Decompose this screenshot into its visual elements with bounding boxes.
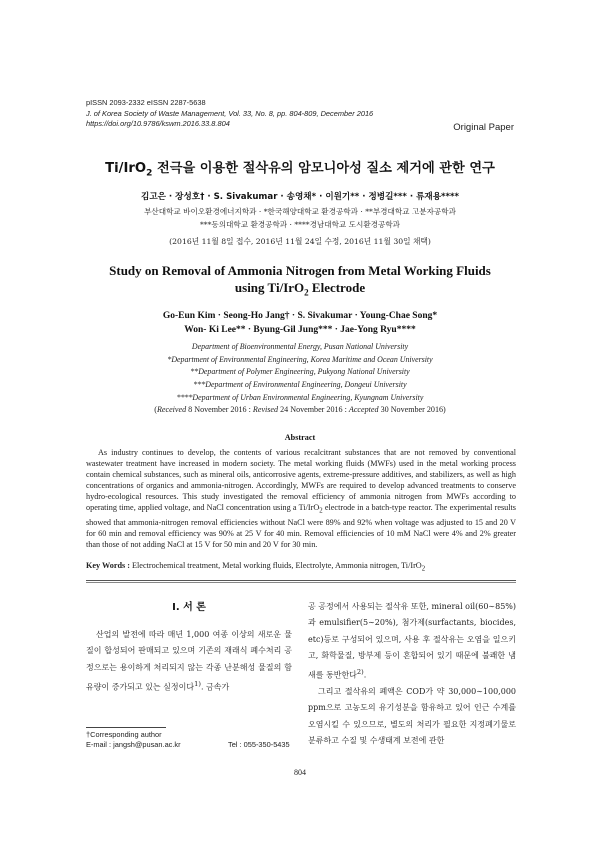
received-date: 8 November 2016 (186, 405, 247, 414)
intro-paragraph-1-cont (308, 599, 516, 684)
english-affiliation-line: ***Department of Environmental Engineering, Dongeui University (193, 380, 407, 390)
english-title-line1: Study on Removal of Ammonia Nitrogen from Metal Working Fluids (109, 263, 491, 278)
korean-title-sub: 2 (146, 168, 153, 179)
korean-title (0, 157, 600, 179)
korean-authors: 김고은 · 장성호† · S. Sivakumar · 송영채* · 이원기** · 정병길*** · 류재용**** (141, 192, 459, 202)
korean-title-post: 전극을 이용한 절삭유의 암모니아성 질소 제거에 관한 연구 (152, 161, 495, 176)
section-divider (86, 580, 516, 581)
corresponding-tel: Tel : 055-350-5435 (228, 740, 290, 749)
english-affiliation-line: *Department of Environmental Engineering, Korea Maritime and Ocean University (167, 354, 433, 364)
english-affiliation-line: ****Department of Urban Environmental Engineering, Kyungnam University (176, 392, 424, 402)
abstract-text-sub: 2 (319, 508, 323, 516)
intro-paragraph-1: 산업의 발전에 따라 매년 1,000 여종 이상의 새로운 물질이 합성되어 판매되고 있으며 기존의 재래식 폐수처리 공정으로는 용이하게 처리되지 않는 각종 난분해성 물질의 함유량이 증가되고 있는 실정이다 (86, 630, 292, 692)
revised-date: 24 November 2016 (278, 405, 343, 414)
article-type: Original Paper (453, 122, 514, 133)
english-author-line: Won- Ki Lee** · Byung-Gil Jung*** · Jae-Yong Ryu**** (184, 325, 416, 335)
english-affiliations (0, 341, 600, 405)
abstract-body (86, 447, 516, 550)
english-title-line2 (0, 279, 600, 302)
english-received-dates: (Received 8 November 2016 : Revised 24 November 2016 : Accepted 30 November 2016) (154, 405, 446, 414)
received-label: Received (156, 405, 187, 414)
intro-paragraph-1-end: . 금속가 (200, 682, 230, 692)
english-affiliation-line: Department of Bioenvironmental Energy, Pusan National University (191, 342, 409, 351)
korean-affiliation-line: ***동의대학교 환경공학과 · ****경남대학교 도시환경공학과 (199, 219, 401, 229)
english-affiliation-line: **Department of Polymer Engineering, Pukyong National University (190, 367, 410, 377)
intro-text: 공 공정에서 사용되는 절삭유 또한, mineral oil(60∼85%)과 emulsifier(5∼20%), 첨가제(surfactants, biocides, etc)등로 구성되어 있으며, 사용 후 절삭유는 오염을 일으키고, 화학물질, 방부제 등이 혼합되어 있기 때문에 불쾌한 냄새를 동반한다 (308, 602, 517, 680)
english-title-line2-sub: 2 (304, 287, 309, 298)
intro-text-end: . (363, 670, 367, 680)
footnote-rule (86, 727, 166, 728)
journal-citation: J. of Korea Society of Waste Management, Vol. 33, No. 8, pp. 804-809, December 2016 (86, 108, 374, 118)
abstract-text-post: electrode in a batch-type reactor. The experimental results showed that ammonia-nitrogen removal efficiencies without NaCl were 89% and 92% when voltage was adjusted to 15 and 20 V for 60 min and removal efficiency was 90% at 25 V for 40 min. Removal efficiencies of 10 mM NaCl were 4% and 2% greater than those of not adding NaCl at 15 V for 50 min and 20 V for 30 min. (86, 503, 516, 550)
citation-2: 2) (356, 668, 364, 677)
corresponding-author-label: †Corresponding author (86, 730, 162, 739)
revised-label: Revised (252, 405, 279, 414)
keywords-label: Key Words : (86, 561, 130, 570)
abstract-heading: Abstract (284, 433, 316, 442)
keywords-sub: 2 (421, 565, 426, 573)
doi-link[interactable]: https://doi.org/10.9786/kswm.2016.33.8.804 (86, 119, 230, 128)
issn-line: pISSN 2093-2332 eISSN 2287-5638 (86, 98, 206, 107)
accepted-label: Accepted (348, 405, 379, 414)
body-column-right (308, 599, 516, 749)
english-title (0, 262, 600, 302)
english-title-line2-pre: using Ti/IrO (234, 280, 305, 295)
korean-affiliations (0, 206, 600, 231)
korean-title-pre: Ti/IrO (105, 161, 147, 176)
section-heading-introduction: I. 서 론 (172, 602, 206, 613)
corresponding-email[interactable]: E-mail : jangsh@pusan.ac.kr (86, 740, 181, 749)
page-number: 804 (294, 768, 306, 777)
english-authors (0, 309, 600, 337)
body-column-left (86, 627, 292, 696)
abstract-text-pre: As industry continues to develop, the contents of various recalcitrant substances that are not removed by conventional wastewater treatment have increased in modern society. The metal working fluids (MWFs) used in the metal working process contain chemical substances, such as mineral oils, anticorrosive agents, extreme-pressure additives, and stabilizers, as well as high concentrations of organics and ammonia-nitrogen. Accordingly, MWFs are required to develop advanced treatments to conserve hydro-ecological resources. This study investigated the removal efficiency of ammonia nitrogen from MWFs according to operating time, applied voltage, and NaCl concentration using a Ti/IrO (86, 448, 516, 513)
footnote (86, 730, 292, 750)
english-title-line2-post: Electrode (308, 280, 366, 295)
section-divider-thin (86, 582, 516, 583)
intro-paragraph-2: 그리고 절삭유의 폐액은 COD가 약 30,000∼100,000 ppm으로 고농도의 유기성분을 함유하고 있어 인근 수계를 오염시킬 수 있으므로, 별도의 처리가 필요한 지정폐기물로 분류하고 수질 및 수생태계 보전에 관한 (308, 687, 516, 746)
journal-header (86, 98, 516, 130)
citation-1: 1) (194, 679, 201, 688)
keywords-text: Electrochemical treatment, Metal working fluids, Electrolyte, Ammonia nitrogen, Ti/IrO (129, 561, 422, 570)
english-author-line: Go-Eun Kim · Seong-Ho Jang† · S. Sivakumar · Young-Chae Song* (162, 311, 438, 321)
keywords (86, 561, 516, 573)
korean-received-dates: (2016년 11월 8일 접수, 2016년 11월 24일 수정, 2016년 11월 30일 채택) (169, 237, 431, 246)
accepted-date: 30 November 2016) (378, 405, 446, 414)
korean-affiliation-line: 부산대학교 바이오환경에너지학과 · *한국해양대학교 환경공학과 · **부경대학교 고분자공학과 (144, 207, 456, 216)
